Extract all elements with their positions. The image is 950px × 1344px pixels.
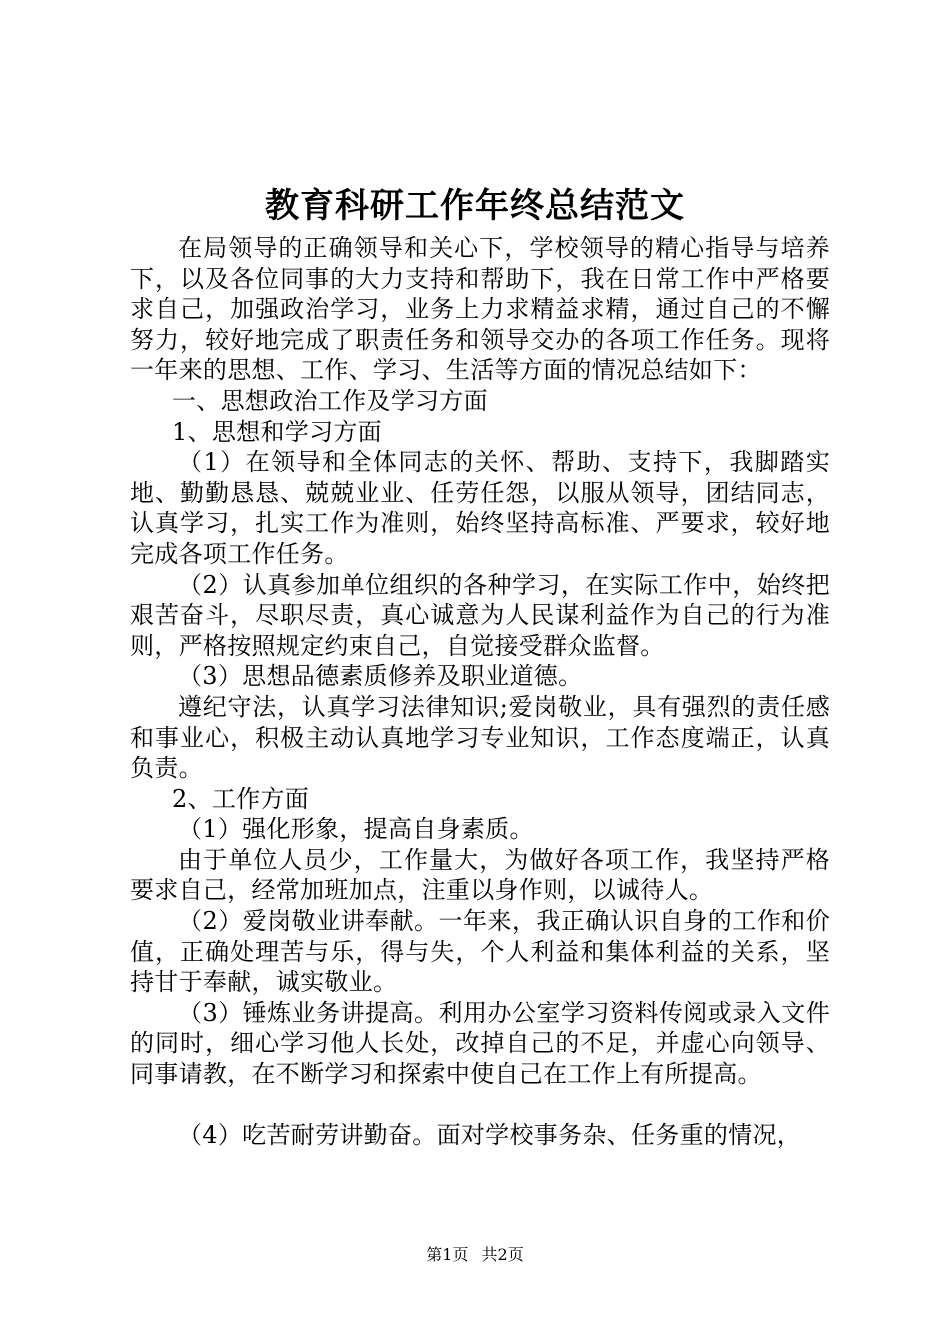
paragraph-intro: 在局领导的正确领导和关心下，学校领导的精心指导与培养下，以及各位同事的大力支持和帮助下，我在日常工作中严格要求自己，加强政治学习，业务上力求精益求精，通过自己的不懈努力，较好地完成了职责任务和领导交办的各项工作任务。现将一年来的思想、工作、学习、生活等方面的情况总结如下： [130,234,830,385]
subsection-heading-2: 2、工作方面 [172,784,310,813]
page-footer [0,1244,950,1266]
paragraph-item: （4）吃苦耐劳讲勤奋。面对学校事务杂、任务重的情况， [178,1120,802,1149]
paragraph-item: （2）认真参加单位组织的各种学习，在实际工作中，始终把艰苦奋斗，尽职尽责，真心诚意为人民谋利益作为自己的行为准则，严格按照规定约束自己，自觉接受群众监督。 [130,570,830,660]
paragraph-text: 遵纪守法，认真学习法律知识;爱岗敬业，具有强烈的责任感和事业心，积极主动认真地学习专业知识，工作态度端正，认真负责。 [130,692,830,783]
page-total: 共2页 [481,1245,524,1264]
subsection-heading-1: 1、思想和学习方面 [172,417,382,446]
paragraph-item: （1）在领导和全体同志的关怀、帮助、支持下，我脚踏实地、勤勤恳恳、兢兢业业、任劳任怨，以服从领导，团结同志，认真学习，扎实工作为准则，始终坚持高标准、严要求，较好地完成各项工作任务。 [130,448,830,568]
paragraph-item: （3）思想品德素质修养及职业道德。 [178,662,583,691]
document-body [130,233,830,1150]
document-title: 教育科研工作年终总结范文 [265,186,685,226]
page-number: 第1页 [426,1245,469,1264]
paragraph-text: 由于单位人员少，工作量大，为做好各项工作，我坚持严格要求自己，经常加班加点，注重以身作则，以诚待人。 [130,845,830,905]
section-heading-1: 一、思想政治工作及学习方面 [172,386,488,415]
paragraph-item: （3）锤炼业务讲提高。利用办公室学习资料传阅或录入文件的同时，细心学习他人长处，改掉自己的不足，并虚心向领导、同事请教，在不断学习和探索中使自己在工作上有所提高。 [130,998,830,1089]
paragraph-item: （1）强化形象，提高自身素质。 [178,815,534,844]
paragraph-item: （2）爱岗敬业讲奉献。一年来，我正确认识自身的工作和价值，正确处理苦与乐，得与失，个人利益和集体利益的关系，坚持甘于奉献，诚实敬业。 [130,907,830,997]
